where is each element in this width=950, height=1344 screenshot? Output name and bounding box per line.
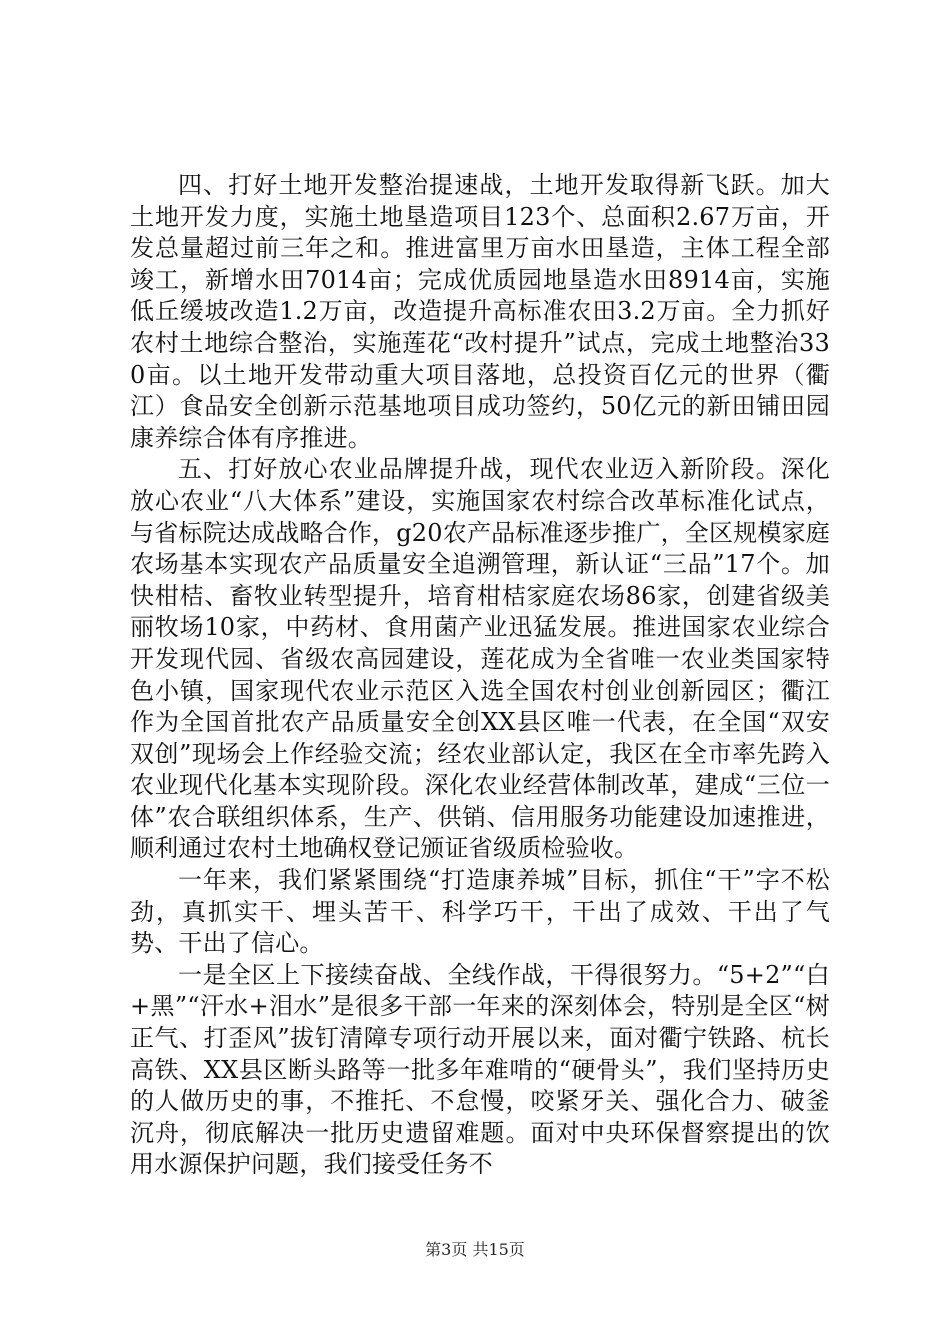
paragraph-land-development: 四、打好土地开发整治提速战，土地开发取得新飞跃。加大土地开发力度，实施土地垦造项目123个、总面积2.67万亩，开发总量超过前三年之和。推进富里万亩水田垦造，主体工程全部竣工，新增水田7014亩；完成优质园地垦造水田8914亩，实施低丘缓坡改造1.2万亩，改造提升高标准农田3.2万亩。全力抓好农村土地综合整治，实施莲花“改村提升”试点，完成土地整治330亩。以土地开发带动重大项目落地，总投资百亿元的世界（衢江）食品安全创新示范基地项目成功签约，50亿元的新田铺田园康养综合体有序推进。 bbox=[130, 171, 830, 452]
paragraph-year-summary: 一年来，我们紧紧围绕“打造康养城”目标，抓住“干”字不松劲，真抓实干、埋头苦干、科学巧干，干出了成效、干出了气势、干出了信心。 bbox=[130, 866, 830, 958]
paragraph-agriculture-brand: 五、打好放心农业品牌提升战，现代农业迈入新阶段。深化放心农业“八大体系”建设，实施国家农村综合改革标准化试点，与省标院达成战略合作，g20农产品标准逐步推广，全区规模家庭农场基本实现农产品质量安全追溯管理，新认证“三品”17个。加快柑桔、畜牧业转型提升，培育柑桔家庭农场86家，创建省级美丽牧场10家，中药材、食用菌产业迅猛发展。推进国家农业综合开发现代园、省级农高园建设，莲花成为全省唯一农业类国家特色小镇，国家现代农业示范区入选全国农村创业创新园区；衢江作为全国首批农产品质量安全创XX县区唯一代表，在全国“双安双创”现场会上作经验交流；经农业部认定，我区在全市率先跨入农业现代化基本实现阶段。深化农业经营体制改革，建成“三位一体”农合联组织体系，生产、供销、信用服务功能建设加速推进，顺利通过农村土地确权登记颁证省级质检验收。 bbox=[130, 455, 830, 863]
document-body bbox=[130, 170, 830, 1181]
page-number-footer: 第3页 共15页 bbox=[425, 1240, 525, 1259]
paragraph-effort: 一是全区上下接续奋战、全线作战，干得很努力。“5+2”“白+黑”“汗水+泪水”是很多干部一年来的深刻体会，特别是全区“树正气、打歪风”拔钉清障专项行动开展以来，面对衢宁铁路、杭长高铁、XX县区断头路等一批多年难啃的“硬骨头”，我们坚持历史的人做历史的事，不推托、不怠慢，咬紧牙关、强化合力、破釜沉舟，彻底解决一批历史遗留难题。面对中央环保督察提出的饮用水源保护问题，我们接受任务不 bbox=[130, 960, 830, 1179]
